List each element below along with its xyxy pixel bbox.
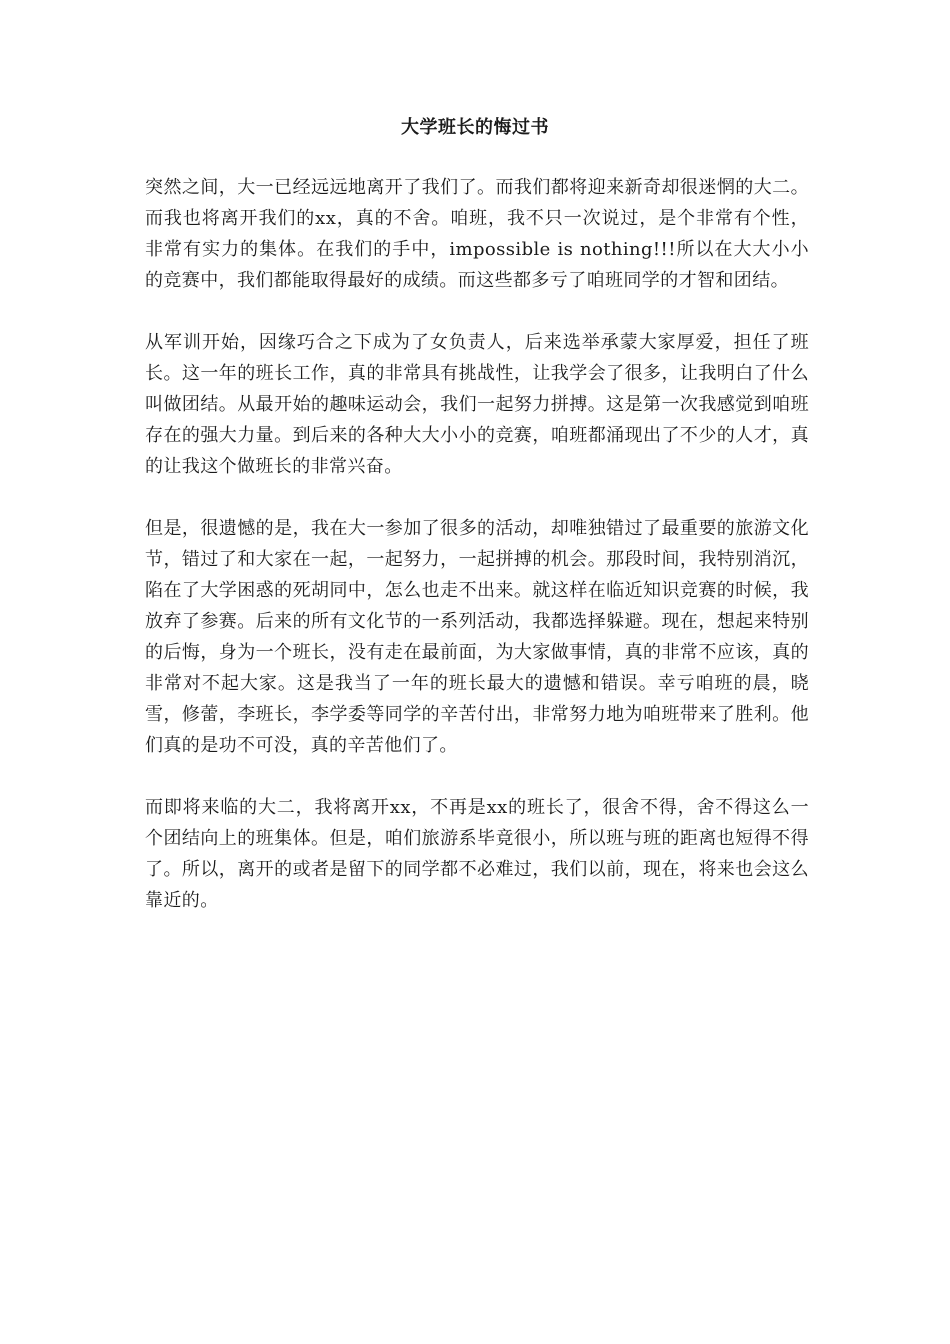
paragraph-3: 但是，很遗憾的是，我在大一参加了很多的活动，却唯独错过了最重要的旅游文化节，错过了和大家在一起，一起努力，一起拼搏的机会。那段时间，我特别消沉，陷在了大学困惑的死胡同中，怎么也走不出来。就这样在临近知识竞赛的时候，我放弃了参赛。后来的所有文化节的一系列活动，我都选择躲避。现在，想起来特别的后悔，身为一个班长，没有走在最前面，为大家做事情，真的非常不应该，真的非常对不起大家。这是我当了一年的班长最大的遗憾和错误。幸亏咱班的晨，晓雪，修蕾，李班长，李学委等同学的辛苦付出，非常努力地为咱班带来了胜利。他们真的是功不可没，真的辛苦他们了。	[145, 518, 809, 756]
document-body	[145, 172, 809, 947]
paragraph-4: 而即将来临的大二，我将离开xx，不再是xx的班长了，很舍不得，舍不得这么一个团结向上的班集体。但是，咱们旅游系毕竟很小，所以班与班的距离也短得不得了。所以，离开的或者是留下的同学都不必难过，我们以前，现在，将来也会这么靠近的。	[145, 797, 809, 911]
paragraph-1: 突然之间，大一已经远远地离开了我们了。而我们都将迎来新奇却很迷惘的大二。而我也将离开我们的xx，真的不舍。咱班，我不只一次说过，是个非常有个性，非常有实力的集体。在我们的手中，impossible is nothing!!!所以在大大小小的竞赛中，我们都能取得最好的成绩。而这些都多亏了咱班同学的才智和团结。	[145, 177, 809, 291]
paragraph-2: 从军训开始，因缘巧合之下成为了女负责人，后来选举承蒙大家厚爱，担任了班长。这一年的班长工作，真的非常具有挑战性，让我学会了很多，让我明白了什么叫做团结。从最开始的趣味运动会，我们一起努力拼搏。这是第一次我感觉到咱班存在的强大力量。到后来的各种大大小小的竞赛，咱班都涌现出了不少的人才，真的让我这个做班长的非常兴奋。	[145, 332, 809, 477]
document-title: 大学班长的悔过书	[401, 117, 549, 138]
